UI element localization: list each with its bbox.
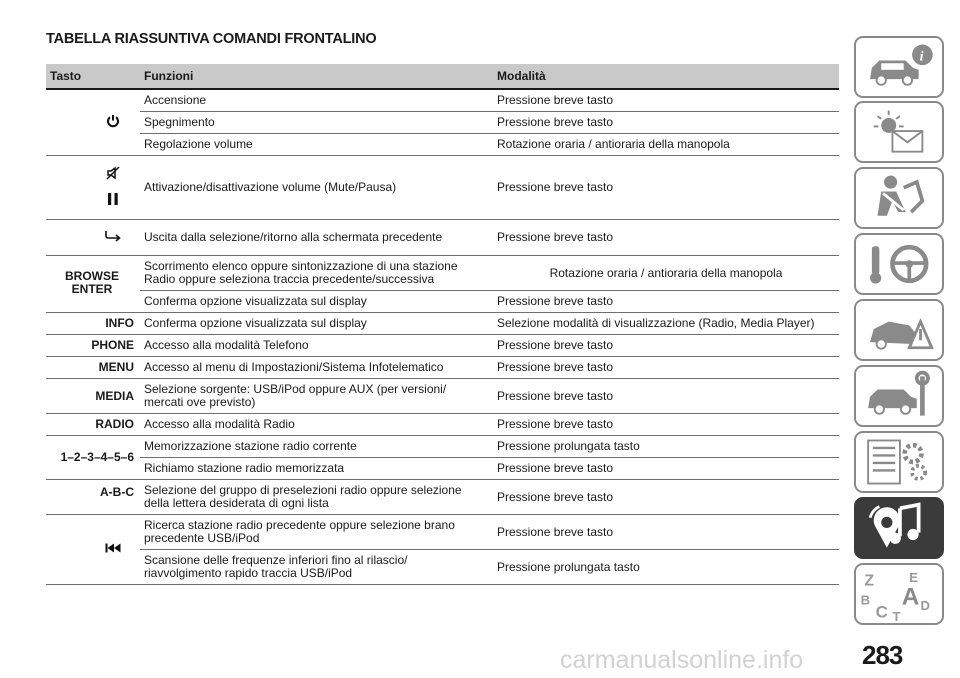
index-letter-c: C bbox=[875, 602, 888, 622]
function-cell: Regolazione volume bbox=[140, 134, 493, 156]
car-info-icon bbox=[856, 38, 942, 96]
function-cell bbox=[140, 256, 493, 291]
key-cell bbox=[46, 156, 140, 220]
header-key: Tasto bbox=[46, 64, 140, 89]
table-row bbox=[46, 134, 839, 156]
table-row bbox=[46, 313, 839, 335]
table-row bbox=[46, 414, 839, 436]
function-cell: Attivazione/disattivazione volume (Mute/Pausa) bbox=[140, 156, 493, 220]
maintenance-icon bbox=[856, 367, 942, 425]
index-letter-a: A bbox=[901, 583, 920, 611]
watermark: carmanualsonline.info bbox=[560, 646, 804, 674]
function-line: Scansione delle frequenze inferiori fino al rilascio/ bbox=[144, 553, 408, 567]
back-arrow-icon bbox=[104, 230, 122, 242]
function-line: Radio oppure seleziona traccia precedente/successiva bbox=[144, 272, 435, 286]
mode-cell: Pressione breve tasto bbox=[493, 480, 839, 515]
commands-table bbox=[46, 64, 839, 585]
function-cell: Spegnimento bbox=[140, 112, 493, 134]
key-phone: PHONE bbox=[46, 335, 140, 357]
chapter-tab-multimedia[interactable] bbox=[854, 497, 944, 559]
chapter-tab-warning-lights[interactable] bbox=[854, 101, 944, 163]
index-letter-d: D bbox=[920, 597, 930, 613]
function-line: Scorrimento elenco oppure sintonizzazione di una stazione bbox=[144, 259, 458, 273]
table-header-row bbox=[46, 64, 839, 89]
function-line: Ricerca stazione radio precedente oppure selezione brano bbox=[144, 518, 455, 532]
mode-cell: Pressione breve tasto bbox=[493, 112, 839, 134]
function-line: mercati ove previsto) bbox=[144, 395, 256, 409]
index-letter-e: E bbox=[909, 569, 919, 585]
key-cell bbox=[46, 89, 140, 156]
multimedia-icon bbox=[856, 499, 942, 557]
function-line: Selezione del gruppo di preselezioni radio oppure selezione bbox=[144, 483, 462, 497]
function-cell bbox=[140, 379, 493, 414]
key-media: MEDIA bbox=[46, 379, 140, 414]
mode-cell: Selezione modalità di visualizzazione (Radio, Media Player) bbox=[493, 313, 839, 335]
mode-cell: Pressione breve tasto bbox=[493, 291, 839, 313]
technical-data-icon bbox=[856, 433, 942, 491]
table-row bbox=[46, 436, 839, 458]
table-row bbox=[46, 335, 839, 357]
function-cell: Accesso alla modalità Radio bbox=[140, 414, 493, 436]
page-number: 283 bbox=[862, 640, 903, 670]
table-row bbox=[46, 458, 839, 480]
table-row bbox=[46, 112, 839, 134]
function-cell: Richiamo stazione radio memorizzata bbox=[140, 458, 493, 480]
function-line: della lettera desiderata di ogni lista bbox=[144, 496, 329, 510]
function-cell: Conferma opzione visualizzata sul display bbox=[140, 291, 493, 313]
index-letters-icon bbox=[856, 565, 942, 623]
mode-cell: Pressione breve tasto bbox=[493, 220, 839, 256]
index-letter-t: T bbox=[892, 609, 901, 623]
chapter-tab-car-info[interactable] bbox=[854, 36, 944, 98]
table-row bbox=[46, 515, 839, 550]
page-title: TABELLA RIASSUNTIVA COMANDI FRONTALINO bbox=[46, 31, 377, 47]
table-row bbox=[46, 550, 839, 585]
function-line: precedente USB/iPod bbox=[144, 531, 260, 545]
chapter-tab-safety[interactable] bbox=[854, 167, 944, 229]
mode-cell: Pressione breve tasto bbox=[493, 379, 839, 414]
key-cell bbox=[46, 220, 140, 256]
function-cell: Uscita dalla selezione/ritorno alla schermata precedente bbox=[140, 220, 493, 256]
mode-cell: Rotazione oraria / antioraria della manopola bbox=[493, 256, 839, 291]
table-row bbox=[46, 156, 839, 220]
safety-seat-icon bbox=[856, 169, 942, 227]
key-menu: MENU bbox=[46, 357, 140, 379]
table-row bbox=[46, 220, 839, 256]
table-row bbox=[46, 379, 839, 414]
key-enter: ENTER bbox=[71, 282, 113, 296]
function-cell bbox=[140, 480, 493, 515]
header-functions: Funzioni bbox=[140, 64, 493, 89]
chapter-tab-index[interactable] bbox=[854, 563, 944, 625]
starting-driving-icon bbox=[856, 235, 942, 293]
table-row bbox=[46, 357, 839, 379]
mode-cell: Pressione prolungata tasto bbox=[493, 550, 839, 585]
mode-cell: Pressione breve tasto bbox=[493, 357, 839, 379]
chapter-tab-technical-data[interactable] bbox=[854, 431, 944, 493]
function-cell: Conferma opzione visualizzata sul display bbox=[140, 313, 493, 335]
table-row bbox=[46, 291, 839, 313]
key-radio: RADIO bbox=[46, 414, 140, 436]
chapter-tab-emergency[interactable] bbox=[854, 299, 944, 361]
function-cell: Accensione bbox=[140, 89, 493, 112]
power-icon bbox=[106, 114, 120, 128]
svg-text:i: i bbox=[919, 48, 924, 65]
function-cell bbox=[140, 550, 493, 585]
mode-cell: Pressione breve tasto bbox=[493, 458, 839, 480]
chapter-tab-maintenance[interactable] bbox=[854, 365, 944, 427]
key-presets: 1–2–3–4–5–6 bbox=[46, 436, 140, 480]
function-line: riavvolgimento rapido traccia USB/iPod bbox=[144, 566, 353, 580]
mode-cell: Rotazione oraria / antioraria della manopola bbox=[493, 134, 839, 156]
mode-cell: Pressione breve tasto bbox=[493, 89, 839, 112]
index-letter-b: B bbox=[860, 592, 871, 608]
index-letter-z: Z bbox=[864, 572, 875, 590]
chapter-tab-starting[interactable] bbox=[854, 233, 944, 295]
mode-cell: Pressione prolungata tasto bbox=[493, 436, 839, 458]
table-row bbox=[46, 480, 839, 515]
pause-icon bbox=[106, 191, 120, 207]
function-cell: Memorizzazione stazione radio corrente bbox=[140, 436, 493, 458]
mute-icon bbox=[106, 166, 120, 180]
function-cell: Accesso al menu di Impostazioni/Sistema Infotelematico bbox=[140, 357, 493, 379]
function-cell: Accesso alla modalità Telefono bbox=[140, 335, 493, 357]
function-line: Selezione sorgente: USB/iPod oppure AUX (per versioni/ bbox=[144, 382, 447, 396]
key-cell bbox=[46, 515, 140, 585]
emergency-icon bbox=[856, 301, 942, 359]
mode-cell: Pressione breve tasto bbox=[493, 515, 839, 550]
key-info: INFO bbox=[46, 313, 140, 335]
table-row bbox=[46, 256, 839, 291]
header-mode: Modalità bbox=[493, 64, 839, 89]
table-row bbox=[46, 89, 839, 112]
previous-track-icon bbox=[105, 543, 121, 553]
key-abc: A-B-C bbox=[46, 480, 140, 515]
mode-cell: Pressione breve tasto bbox=[493, 335, 839, 357]
function-cell bbox=[140, 515, 493, 550]
mode-cell: Pressione breve tasto bbox=[493, 156, 839, 220]
key-browse: BROWSE bbox=[65, 269, 119, 283]
key-cell bbox=[46, 256, 140, 313]
warning-lights-icon bbox=[856, 103, 942, 161]
mode-cell: Pressione breve tasto bbox=[493, 414, 839, 436]
